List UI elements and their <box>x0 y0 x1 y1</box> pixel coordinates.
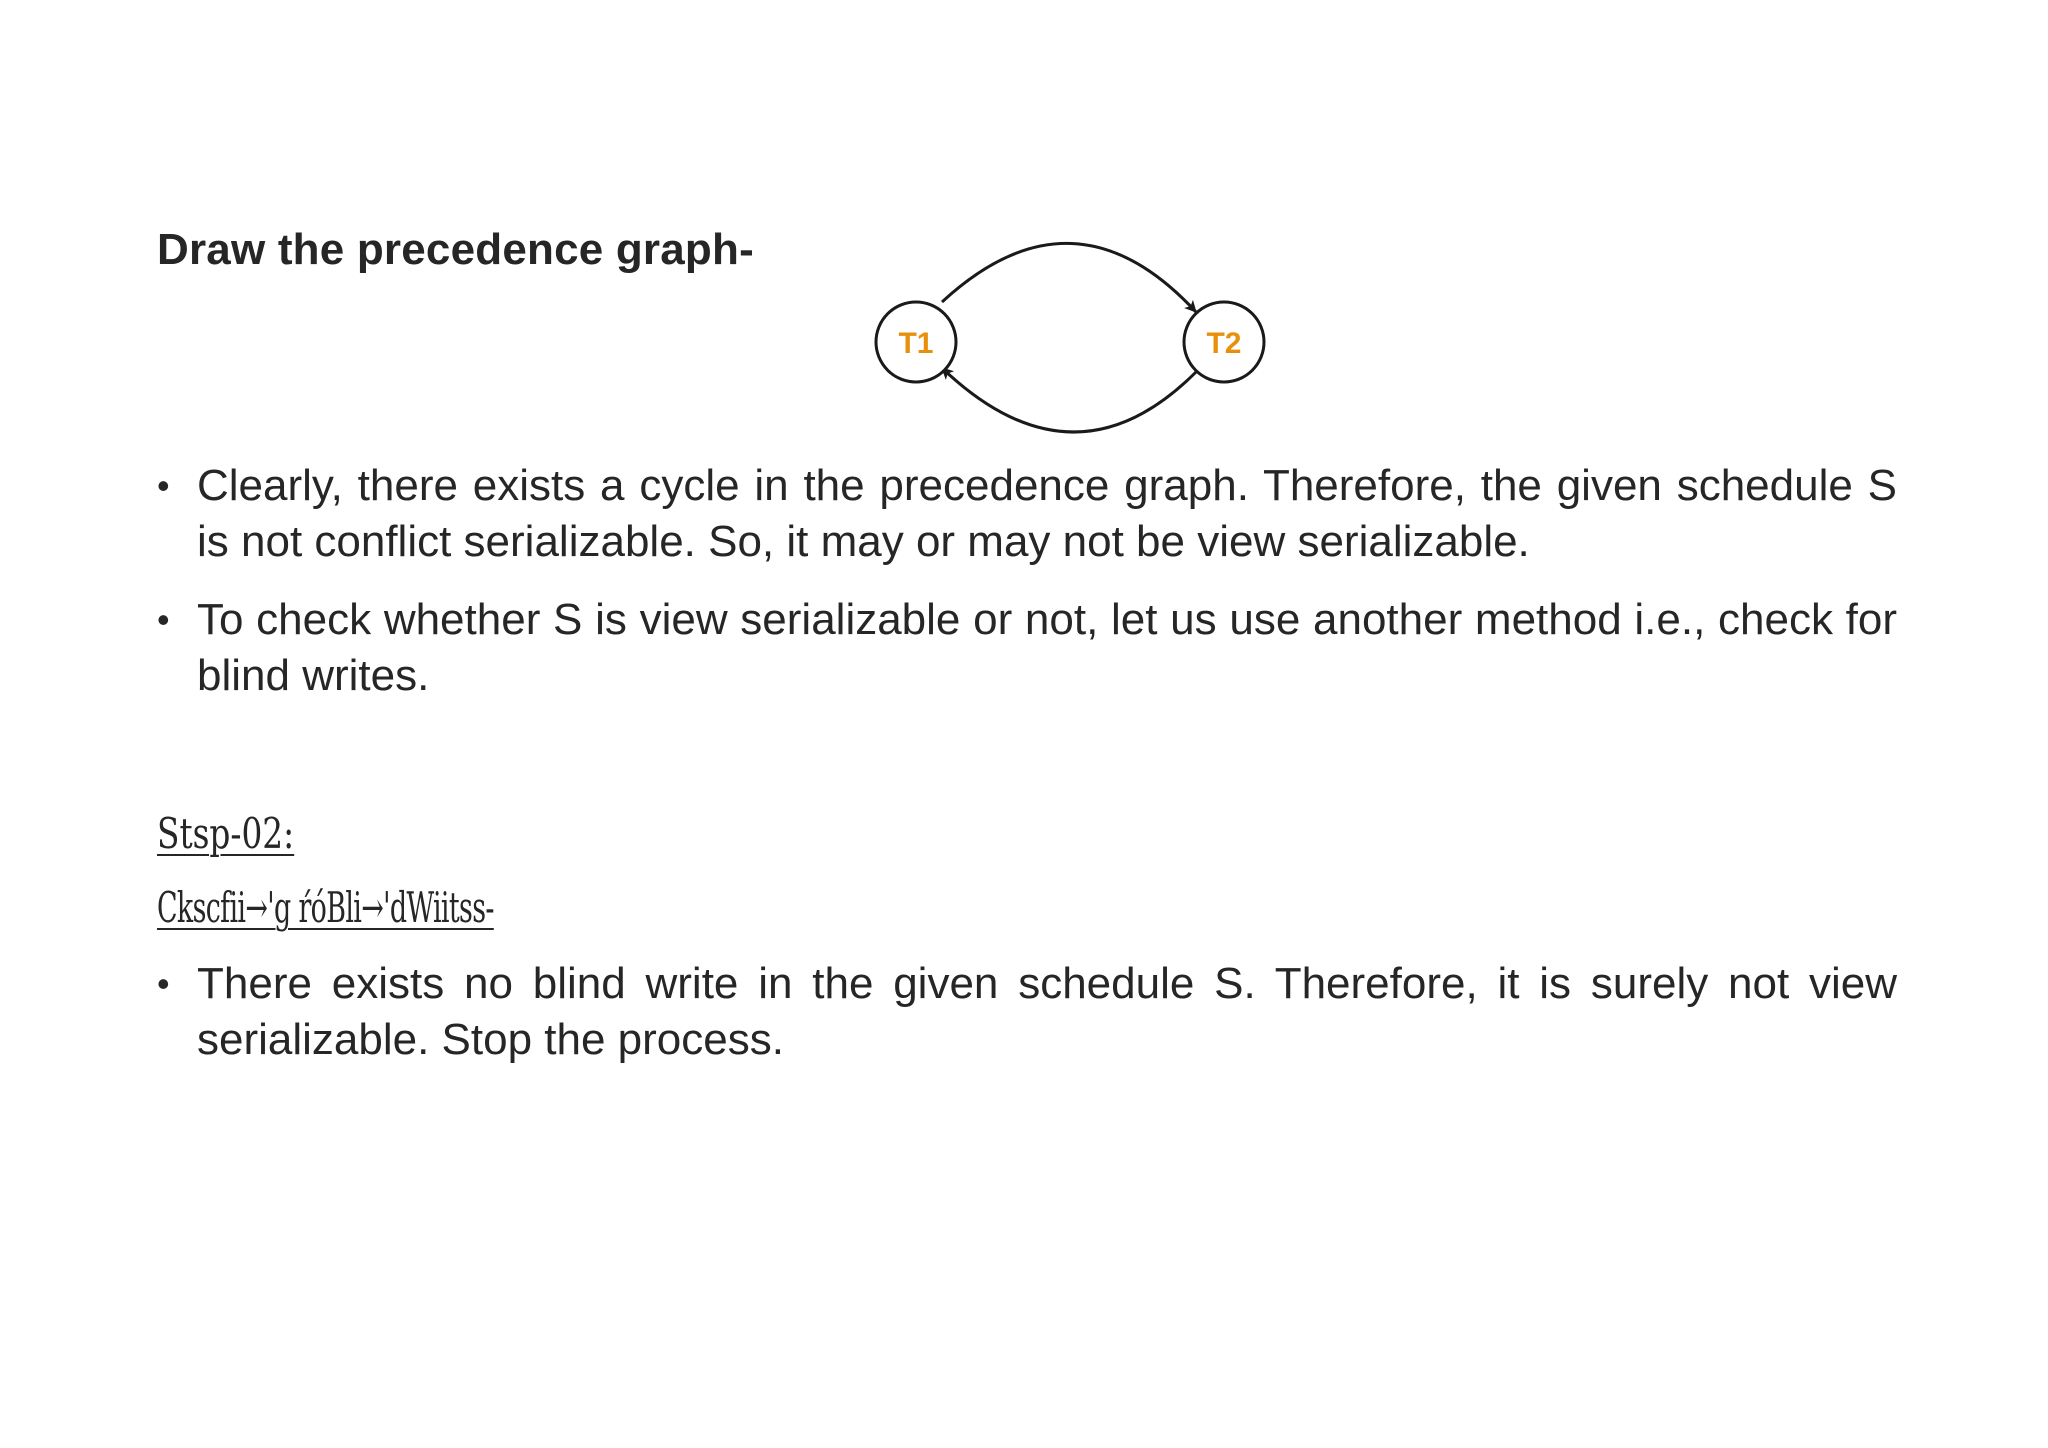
bullet-marker: • <box>157 465 170 506</box>
bullet-marker: • <box>157 963 170 1004</box>
section-heading: Draw the precedence graph- <box>157 225 754 274</box>
list-item <box>157 956 1897 1068</box>
bullet-marker: • <box>157 599 170 640</box>
list-item-text: To check whether S is view serializable or not, let us use another method i.e., check for blind writes. <box>197 595 1897 700</box>
list-item <box>157 458 1897 570</box>
list-item-text: Clearly, there exists a cycle in the precedence graph. Therefore, the given schedule S is not conflict serializable. So, it may or may not be view serializable. <box>197 461 1897 566</box>
step-subtitle: Ckscfii→'g ŕóBli→'dWiitss- <box>157 883 494 932</box>
edge-t1-to-t2 <box>942 243 1196 312</box>
graph-node-t1 <box>876 302 956 382</box>
graph-node-t2-label: T2 <box>1206 327 1242 360</box>
list-item-text: There exists no blind write in the given schedule S. Therefore, it is surely not view serializable. Stop the process. <box>197 959 1897 1064</box>
graph-node-t1-label: T1 <box>898 327 934 360</box>
graph-node-t2 <box>1184 302 1264 382</box>
step-title: Stsp-02: <box>157 809 295 858</box>
edge-t2-to-t1 <box>942 368 1196 432</box>
list-item <box>157 592 1897 704</box>
precedence-graph <box>860 240 1280 440</box>
